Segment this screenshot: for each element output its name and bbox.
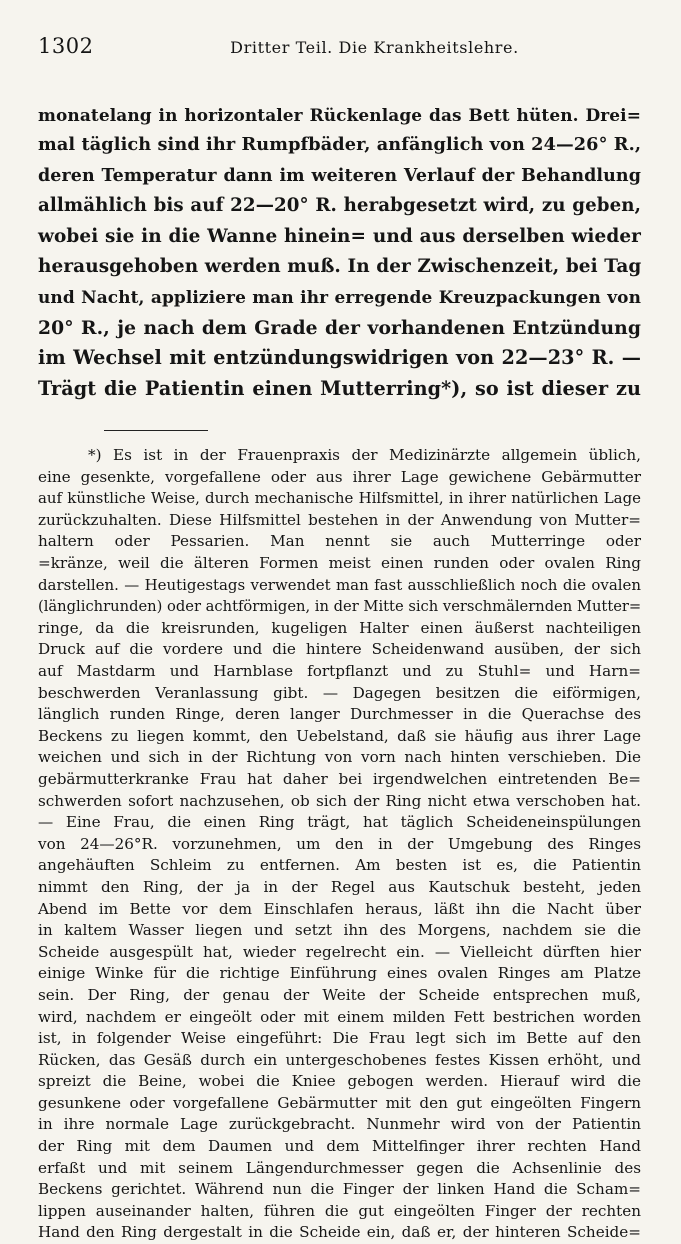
footnote-line: in ihre normale Lage zurückgebracht. Nunmehr wird von der Patientin [38,1115,641,1134]
footnote-line: auf Mastdarm und Harnblase fortpflanzt und zu Stuhl= und Harn= [38,662,641,680]
main-text-line: herausgehoben werden muß. In der Zwischenzeit, bei Tag [38,256,642,278]
footnote-line: lippen auseinander halten, führen die gut eingeölten Finger der rechten [38,1201,641,1220]
main-text-line: wobei sie in die Wanne hinein= und aus derselben wieder [38,225,641,247]
footnote-line: erfaßt und mit seinem Längendurchmesser gegen die Achsenlinie des [38,1158,641,1177]
running-head-title: Dritter Teil. Die Krankheitslehre. [230,38,519,57]
footnote-line: Abend im Bette vor dem Einschlafen heraus, läßt ihn die Nacht über [38,899,641,918]
footnote-line: Beckens zu liegen kommt, den Uebelstand, daß sie häufig aus ihrer Lage [38,726,641,745]
main-text-line: mal täglich sind ihr Rumpfbäder, anfänglich von 24—26° R., [38,134,642,156]
main-text-line: Trägt die Patientin einen Mutterring*), so ist dieser zu [38,376,641,400]
running-head [38,34,641,74]
footnote-line: der Ring mit dem Daumen und dem Mittelfinger ihrer rechten Hand [38,1137,641,1156]
footnote-line: Rücken, das Gesäß durch ein untergeschobenes festes Kissen erhöht, und [38,1050,641,1069]
footnote-line: wird, nachdem er eingeölt oder mit einem milden Fett bestrichen worden [38,1007,641,1026]
footnote-line: ringe, da die kreisrunden, kugeligen Halter einen äußerst nachteiligen [38,618,641,637]
main-text-line: und Nacht, appliziere man ihr erregende Kreuzpackungen von [38,287,641,308]
footnote-line: nimmt den Ring, der ja in der Regel aus Kautschuk besteht, jeden [38,877,641,896]
footnote-line: — Eine Frau, die einen Ring trägt, hat täglich Scheideneinspülungen [38,813,641,832]
main-text-line: deren Temperatur dann im weiteren Verlauf der Behandlung [38,165,641,186]
page-number: 1302 [38,34,94,58]
footnote-line: gesunkene oder vorgefallene Gebärmutter mit den gut eingeölten Fingern [38,1093,641,1112]
footnote-line: von 24—26°R. vorzunehmen, um den in der Umgebung des Ringes [38,834,641,853]
main-text-block [38,100,641,404]
footnote-line: Hand den Ring dergestalt in die Scheide ein, daß er, der hinteren Scheide= [38,1223,641,1242]
main-text-line: monatelang in horizontaler Rückenlage das Bett hüten. Drei= [38,105,641,125]
footnote-line: eine gesenkte, vorgefallene oder aus ihrer Lage gewichene Gebärmutter [38,467,641,486]
footnote-line: angehäuften Schleim zu entfernen. Am besten ist es, die Patientin [38,856,641,875]
footnote-line: gebärmutterkranke Frau hat daher bei irgendwelchen eintretenden Be= [38,769,641,788]
footnote-line: Beckens gerichtet. Während nun die Finger der linken Hand die Scham= [38,1180,641,1199]
footnote-line: =kränze, weil die älteren Formen meist einen runden oder ovalen Ring [38,554,641,573]
footnote-line: Scheide ausgespült hat, wieder regelrecht ein. — Vielleicht dürften hier [38,942,641,961]
footnote-line: (länglichrunden) oder achtförmigen, in der Mitte sich verschmälernden Mutter= [38,598,642,616]
main-text-line: allmählich bis auf 22—20° R. herabgesetzt wird, zu geben, [38,195,641,217]
main-text-line: im Wechsel mit entzündungswidrigen von 22—23° R. — [38,346,641,370]
footnote-divider [104,430,208,431]
footnote-line: schwerden sofort nachzusehen, ob sich der Ring nicht etwa verschoben hat. [38,791,641,810]
footnote-block [38,445,641,1244]
footnote-line: darstellen. — Heutigestags verwendet man fast ausschließlich noch die ovalen [38,575,641,594]
footnote-line: auf künstliche Weise, durch mechanische Hilfsmittel, in ihrer natürlichen Lage [38,489,641,508]
footnote-line: in kaltem Wasser liegen und setzt ihn des Morgens, nachdem sie die [38,921,641,940]
footnote-line: *) Es ist in der Frauenpraxis der Medizinärzte allgemein üblich, [88,446,641,465]
footnote-line: länglich runden Ringe, deren langer Durchmesser in die Querachse des [38,705,641,724]
footnote-line: beschwerden Veranlassung gibt. — Dagegen besitzen die eiförmigen, [38,683,641,702]
footnote-line: weichen und sich in der Richtung von vorn nach hinten verschieben. Die [38,748,641,767]
footnote-line: sein. Der Ring, der genau der Weite der Scheide entsprechen muß, [38,985,641,1004]
footnote-line: spreizt die Beine, wobei die Kniee gebogen werden. Hierauf wird die [38,1072,641,1091]
footnote-line: haltern oder Pessarien. Man nennt sie auch Mutterringe oder [38,532,641,551]
main-text-line: 20° R., je nach dem Grade der vorhandenen Entzündung [38,316,641,339]
footnote-line: zurückzuhalten. Diese Hilfsmittel bestehen in der Anwendung von Mutter= [38,510,641,529]
footnote-line: ist, in folgender Weise eingeführt: Die Frau legt sich im Bette auf den [38,1029,641,1048]
footnote-line: Druck auf die vordere und die hintere Scheidenwand ausüben, der sich [38,640,641,659]
footnote-line: einige Winke für die richtige Einführung eines ovalen Ringes am Platze [38,964,641,983]
